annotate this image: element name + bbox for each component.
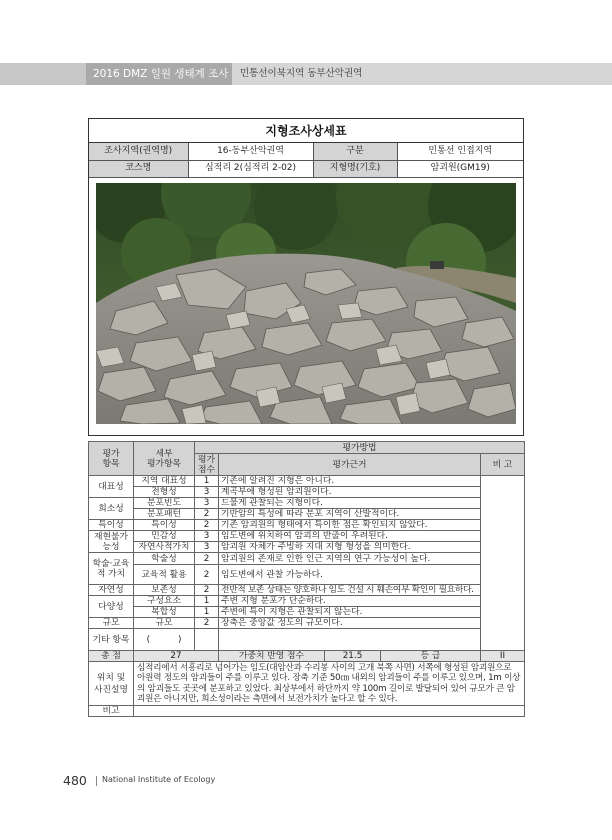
sub-cell: 전형성 xyxy=(134,487,195,498)
head-note: 비 고 xyxy=(481,454,525,476)
sub-cell: 민감성 xyxy=(134,531,195,542)
item-cell: 다양성 xyxy=(89,596,134,618)
sheet-title: 지형조사상세표 xyxy=(89,119,523,143)
page-number: 480 xyxy=(63,773,87,788)
sub-cell: ( ) xyxy=(134,629,195,651)
sub-cell: 분포빈도 xyxy=(134,498,195,509)
header-tab-label: 2016 DMZ 일원 생태계 조사 xyxy=(86,63,232,85)
basis-cell: 장축은 중앙값 정도의 규모이다. xyxy=(219,618,481,629)
head-item: 평가 항목 xyxy=(89,442,134,476)
score-cell: 1 xyxy=(195,596,219,607)
table-row xyxy=(89,607,525,618)
table-row xyxy=(89,520,525,531)
sub-cell: 규모 xyxy=(134,618,195,629)
basis-cell: 암괴원의 존재로 인한 인근 지역의 연구 가능성이 높다. xyxy=(219,553,481,565)
sub-cell: 구성요소 xyxy=(134,596,195,607)
weighted-label: 가중치 반영 점수 xyxy=(219,651,325,661)
sub-cell: 복합성 xyxy=(134,607,195,618)
table-row xyxy=(89,585,525,596)
footer-organization: National Institute of Ecology xyxy=(102,775,216,784)
header-subtitle: 민통선이북지역 동부산악권역 xyxy=(240,68,363,79)
sub-cell: 분포패턴 xyxy=(134,509,195,520)
location-row xyxy=(89,662,525,706)
sub-cell: 지역 대표성 xyxy=(134,476,195,487)
basis-cell: 기존 암괴원의 형태에서 특이한 점은 확인되지 않았다. xyxy=(219,520,481,531)
sub-cell: 학술성 xyxy=(134,553,195,565)
item-cell: 대표성 xyxy=(89,476,134,498)
table-row xyxy=(89,476,525,487)
basis-cell: 드물게 관찰되는 지형이다. xyxy=(219,498,481,509)
survey-area-label: 조사지역(권역명) xyxy=(89,143,188,160)
item-cell: 재현불가능성 xyxy=(89,531,134,553)
head-basis: 평가근거 xyxy=(219,454,481,476)
location-text: 심적리에서 서흥리로 넘어가는 임도(대암산과 수리봉 사이의 고개 북쪽 사면) 서쪽에 형성된 암괴원으로 아원력 정도의 암괴들이 주를 이루고 있다. 장축 기준 50㎝ 내외의 암괴들이 주를 이루고 있으며, 1m 이상의 암괴들도 곳곳에 분포하고 있었다. 최상부에서 하단까지 약 100m 길이로 발달되어 있어 규모가 큰 암괴원은 아니지만, 희소성이라는 측면에서 보전가치가 높다고 할 수 있다. xyxy=(134,662,525,706)
item-cell: 기타 항목 xyxy=(89,629,134,651)
item-cell: 규모 xyxy=(89,618,134,629)
note-cell xyxy=(481,476,525,651)
score-cell: 3 xyxy=(195,498,219,509)
score-cell: 2 xyxy=(195,565,219,585)
table-row xyxy=(89,531,525,542)
basis-cell: 암괴원 자체가 주빙하 지대 지형 형성을 의미한다. xyxy=(219,542,481,553)
item-cell: 특이성 xyxy=(89,520,134,531)
course-label: 코스명 xyxy=(89,160,188,177)
header-left-block xyxy=(0,63,86,85)
item-cell: 희소성 xyxy=(89,498,134,520)
remark-value xyxy=(134,706,525,717)
table-row xyxy=(89,498,525,509)
table-row xyxy=(89,487,525,498)
basis-cell: 기존에 알려진 지형은 아니다. xyxy=(219,476,481,487)
basis-cell: 주변 지형 분포가 단순하다. xyxy=(219,596,481,607)
total-summary xyxy=(134,651,481,662)
score-cell: 3 xyxy=(195,531,219,542)
sub-cell: 특이성 xyxy=(134,520,195,531)
sub-cell: 자연사적가치 xyxy=(134,542,195,553)
score-cell: 1 xyxy=(195,607,219,618)
eval-header-row xyxy=(89,442,525,454)
total-row xyxy=(89,651,525,662)
item-cell: 자연성 xyxy=(89,585,134,596)
boulder-field-image xyxy=(96,183,516,424)
grade-value: II xyxy=(481,651,525,662)
survey-area-value: 16-동부산악권역 xyxy=(188,143,313,160)
head-method: 평가방법 xyxy=(195,442,525,454)
score-cell: 2 xyxy=(195,618,219,629)
item-cell: 학술·교육적 가치 xyxy=(89,553,134,585)
table-row xyxy=(89,618,525,629)
table-row xyxy=(89,629,525,651)
table-row xyxy=(89,509,525,520)
basis-cell: 주변에 특이 지형은 관찰되지 않는다. xyxy=(219,607,481,618)
course-value: 심적리 2(심적리 2-02) xyxy=(188,160,313,177)
basis-cell: 임도변에서 관찰 가능하다. xyxy=(219,565,481,585)
info-row xyxy=(89,143,523,160)
total-value: 27 xyxy=(134,651,219,661)
basis-cell: 계곡부에 형성된 암괴원이다. xyxy=(219,487,481,498)
weighted-value: 21.5 xyxy=(325,651,381,661)
table-row xyxy=(89,565,525,585)
landform-value: 암괴원(GM19) xyxy=(397,160,523,177)
score-cell: 3 xyxy=(195,487,219,498)
table-row xyxy=(89,542,525,553)
score-cell: 2 xyxy=(195,509,219,520)
footer-divider xyxy=(96,776,97,786)
score-cell: 1 xyxy=(195,476,219,487)
score-cell: 2 xyxy=(195,585,219,596)
score-cell: 3 xyxy=(195,542,219,553)
remark-row xyxy=(89,706,525,717)
basis-cell: 임도변에 위치하여 암괴의 반출이 우려된다. xyxy=(219,531,481,542)
score-cell: 2 xyxy=(195,553,219,565)
basis-cell: 전반적 보존 상태는 양호하나 임도 건설 시 훼손여부 확인이 필요하다. xyxy=(219,585,481,596)
sub-cell: 교육적 활용 xyxy=(134,565,195,585)
evaluation-table xyxy=(88,441,525,717)
table-row xyxy=(89,596,525,607)
basis-cell xyxy=(219,629,481,651)
head-sub: 세부 평가항목 xyxy=(134,442,195,476)
basis-cell: 기반암의 특성에 따라 분포 지역이 산발적이다. xyxy=(219,509,481,520)
grade-label: 등 급 xyxy=(420,651,441,661)
location-label: 위치 및 사진설명 xyxy=(89,662,134,706)
sub-cell: 보존성 xyxy=(134,585,195,596)
division-label: 구분 xyxy=(313,143,397,160)
score-cell xyxy=(195,629,219,651)
total-label: 총 점 xyxy=(89,651,134,662)
table-row xyxy=(89,553,525,565)
score-cell: 2 xyxy=(195,520,219,531)
remark-label: 비고 xyxy=(89,706,134,717)
landform-photo xyxy=(96,183,516,424)
landform-label: 지형명(기호) xyxy=(313,160,397,177)
info-table xyxy=(89,143,523,178)
info-row xyxy=(89,160,523,177)
division-value: 민통선 인접지역 xyxy=(397,143,523,160)
head-score: 평가 점수 xyxy=(195,454,219,476)
